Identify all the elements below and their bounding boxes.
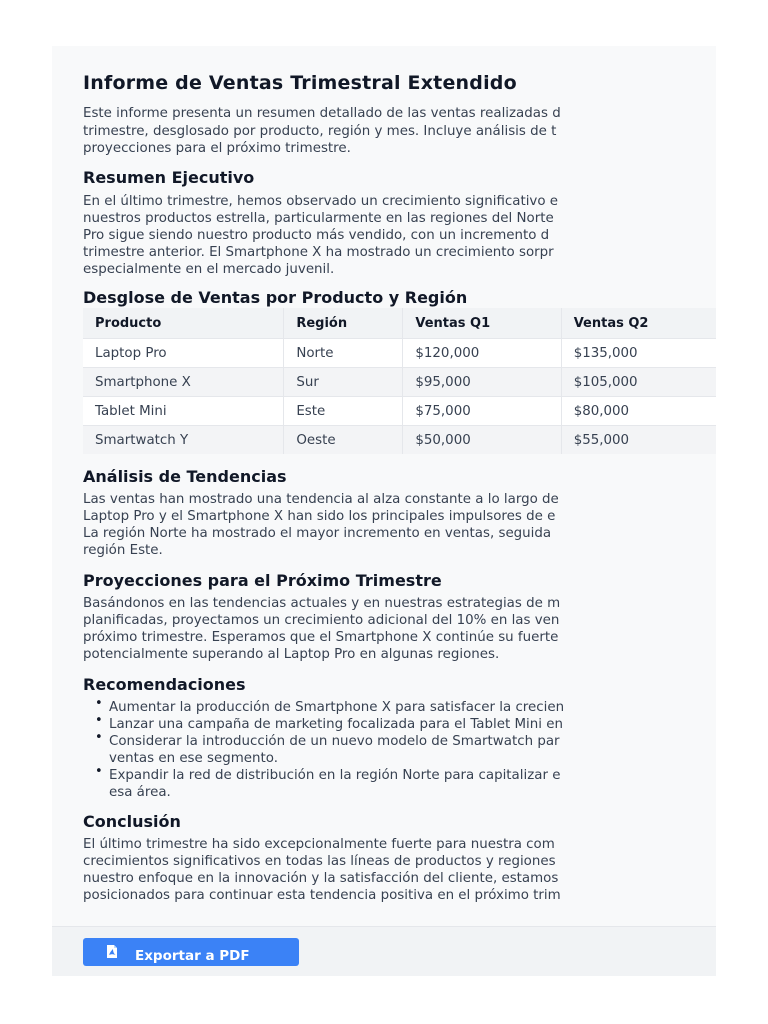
column-header: Producto bbox=[83, 308, 284, 339]
recommendation-item: Aumentar la producción de Smartphone X para satisfacer la crecien bbox=[109, 700, 565, 715]
table-cell: Este bbox=[284, 397, 403, 426]
table-cell: $80,000 bbox=[561, 397, 716, 426]
table-cell: $75,000 bbox=[403, 397, 561, 426]
trends-line: La región Norte ha mostrado el mayor incremento en ventas, seguida bbox=[83, 526, 552, 541]
projections-heading: Proyecciones para el Próximo Trimestre bbox=[83, 571, 442, 590]
recommendation-item-continuation: ventas en ese segmento. bbox=[109, 751, 278, 766]
conclusion-line: crecimientos significativos en todas las líneas de productos y regiones bbox=[83, 854, 556, 869]
summary-heading: Resumen Ejecutivo bbox=[83, 168, 255, 187]
report-title: Informe de Ventas Trimestral Extendido bbox=[83, 72, 517, 94]
trends-line: Laptop Pro y el Smartphone X han sido los principales impulsores de e bbox=[83, 509, 556, 524]
bullet-icon: • bbox=[95, 764, 103, 779]
summary-line: Pro sigue siendo nuestro producto más vendido, con un incremento d bbox=[83, 228, 550, 243]
table-row bbox=[83, 339, 716, 368]
breakdown-heading: Desglose de Ventas por Producto y Región bbox=[83, 288, 468, 307]
export-pdf-button[interactable] bbox=[83, 938, 299, 966]
intro-line: Este informe presenta un resumen detallado de las ventas realizadas d bbox=[83, 106, 561, 121]
trends-line: región Este. bbox=[83, 543, 163, 558]
sales-table bbox=[83, 308, 716, 454]
table-cell: $50,000 bbox=[403, 426, 561, 455]
sales-table-container bbox=[83, 308, 716, 454]
recommendation-item: Lanzar una campaña de marketing focalizada para el Tablet Mini en bbox=[109, 717, 563, 732]
intro-line: trimestre, desglosado por producto, región y mes. Incluye análisis de t bbox=[83, 124, 557, 139]
table-cell: Norte bbox=[284, 339, 403, 368]
projections-line: próximo trimestre. Esperamos que el Smartphone X continúe su fuerte bbox=[83, 630, 559, 645]
trends-heading: Análisis de Tendencias bbox=[83, 467, 287, 486]
conclusion-heading: Conclusión bbox=[83, 812, 181, 831]
summary-line: especialmente en el mercado juvenil. bbox=[83, 262, 335, 277]
table-cell: Laptop Pro bbox=[83, 339, 284, 368]
summary-line: trimestre anterior. El Smartphone X ha mostrado un crecimiento sorpr bbox=[83, 245, 554, 260]
conclusion-line: El último trimestre ha sido excepcionalmente fuerte para nuestra com bbox=[83, 837, 555, 852]
projections-line: planificadas, proyectamos un crecimiento adicional del 10% en las ven bbox=[83, 613, 560, 628]
bullet-icon: • bbox=[95, 713, 103, 728]
column-header: Ventas Q1 bbox=[403, 308, 561, 339]
intro-line: proyecciones para el próximo trimestre. bbox=[83, 141, 351, 156]
table-cell: $135,000 bbox=[561, 339, 716, 368]
bullet-icon: • bbox=[95, 730, 103, 745]
table-cell: Oeste bbox=[284, 426, 403, 455]
export-pdf-label: Exportar a PDF bbox=[135, 948, 250, 964]
pdf-file-icon bbox=[105, 944, 119, 959]
footer-bar bbox=[52, 926, 716, 976]
recommendation-item: Expandir la red de distribución en la región Norte para capitalizar e bbox=[109, 768, 561, 783]
column-header: Región bbox=[284, 308, 403, 339]
table-header-row bbox=[83, 308, 716, 339]
column-header: Ventas Q2 bbox=[561, 308, 716, 339]
table-cell: Smartwatch Y bbox=[83, 426, 284, 455]
conclusion-line: nuestro enfoque en la innovación y la satisfacción del cliente, estamos bbox=[83, 871, 559, 886]
table-row bbox=[83, 397, 716, 426]
table-cell: $95,000 bbox=[403, 368, 561, 397]
table-cell: Smartphone X bbox=[83, 368, 284, 397]
table-cell: $55,000 bbox=[561, 426, 716, 455]
recommendation-item-continuation: esa área. bbox=[109, 785, 171, 800]
table-cell: $105,000 bbox=[561, 368, 716, 397]
projections-line: Basándonos en las tendencias actuales y en nuestras estrategias de m bbox=[83, 596, 561, 611]
report-page bbox=[52, 46, 716, 976]
table-row bbox=[83, 426, 716, 455]
trends-line: Las ventas han mostrado una tendencia al alza constante a lo largo de bbox=[83, 492, 559, 507]
projections-line: potencialmente superando al Laptop Pro en algunas regiones. bbox=[83, 647, 500, 662]
bullet-icon: • bbox=[95, 696, 103, 711]
recommendation-item: Considerar la introducción de un nuevo modelo de Smartwatch par bbox=[109, 734, 560, 749]
table-cell: Sur bbox=[284, 368, 403, 397]
summary-line: nuestros productos estrella, particularmente en las regiones del Norte bbox=[83, 211, 554, 226]
table-row bbox=[83, 368, 716, 397]
summary-line: En el último trimestre, hemos observado un crecimiento significativo e bbox=[83, 194, 559, 209]
recommendations-heading: Recomendaciones bbox=[83, 675, 246, 694]
conclusion-line: posicionados para continuar esta tendencia positiva en el próximo trim bbox=[83, 888, 561, 903]
table-cell: $120,000 bbox=[403, 339, 561, 368]
table-cell: Tablet Mini bbox=[83, 397, 284, 426]
